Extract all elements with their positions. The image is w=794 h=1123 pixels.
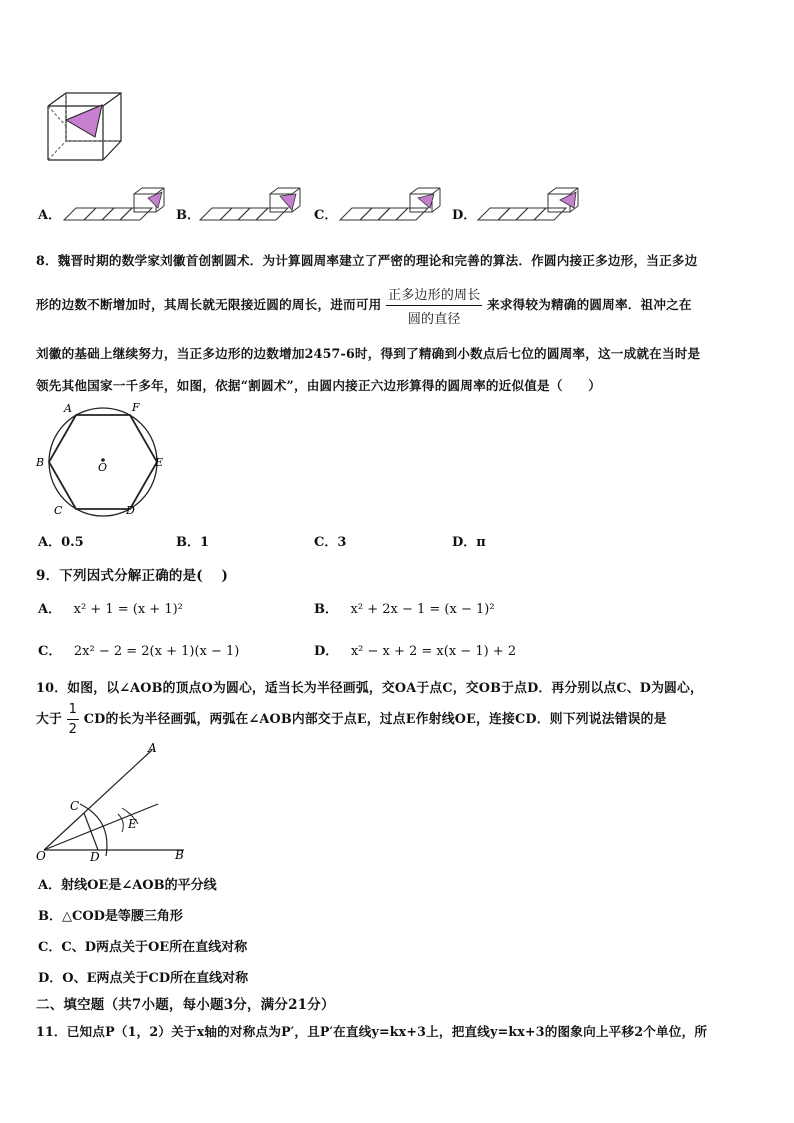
q7-option-d-net[interactable]: [476, 186, 586, 226]
q9-option-c-label: C．: [38, 644, 62, 659]
angle-label-c: C: [70, 799, 80, 813]
hex-label-d: D: [126, 504, 135, 517]
q7-option-b-label[interactable]: B．: [176, 208, 200, 223]
hex-label-a: A: [64, 402, 72, 415]
q9-option-d[interactable]: [314, 640, 516, 659]
q9-option-c[interactable]: [38, 640, 239, 659]
q9-option-b[interactable]: [314, 598, 495, 617]
angle-bisector-figure: [34, 740, 204, 865]
q7-option-a-net[interactable]: [62, 186, 172, 226]
angle-label-o: O: [36, 849, 46, 863]
hex-label-b: B: [36, 456, 45, 469]
q8-option-d[interactable]: D．π: [452, 535, 486, 550]
angle-label-b: B: [175, 848, 184, 862]
hexagon-in-circle-figure: [36, 398, 176, 518]
hex-label-e: E: [155, 456, 164, 469]
q7-option-d-label[interactable]: D．: [452, 208, 477, 223]
q10-line-2: [36, 702, 667, 737]
q8-fraction-denominator: 圆的直径: [407, 312, 461, 327]
q10-fraction: [67, 702, 79, 737]
q8-line-1: 8．魏晋时期的数学家刘徽首创割圆术．为计算圆周率建立了严密的理论和完善的算法．作圆内接正多边形，当正多边: [36, 253, 698, 268]
q11-line-1: 11．已知点P（1，2）关于x轴的对称点为P′，且P′在直线y=kx+3上，把直线y=kx+3的图象向上平移2个单位，所: [36, 1024, 708, 1039]
q8-line-4: 领先其他国家一千多年，如图，依据“割圆术”，由圆内接正六边形算得的圆周率的近似值是（ ）: [36, 378, 602, 393]
q8-option-b[interactable]: B．1: [176, 535, 210, 550]
q10-line-2-pre: 大于: [36, 712, 62, 727]
q8-option-c[interactable]: C．3: [314, 535, 347, 550]
q10-option-b[interactable]: B．△COD是等腰三角形: [38, 909, 183, 924]
q8-line-2-post: 来求得较为精确的圆周率．祖冲之在: [487, 297, 692, 312]
q7-option-b-net[interactable]: [198, 186, 308, 226]
q9-option-b-label: B．: [314, 602, 338, 617]
q9-option-a-label: A．: [38, 602, 62, 617]
cube-figure: [40, 88, 130, 168]
q10-line-1: 10．如图，以∠AOB的顶点O为圆心，适当长为半径画弧，交OA于点C，交OB于点D．再分别以点C、D为圆心，: [36, 681, 704, 696]
q9-option-a-expr: x² + 1 = (x + 1)²: [73, 602, 183, 617]
q8-fraction-numerator: 正多边形的周长: [386, 284, 482, 306]
q7-option-a-label[interactable]: A．: [38, 208, 62, 223]
q10-fraction-numerator: 1: [67, 702, 79, 720]
q8-line-2: [36, 284, 692, 327]
q9-option-b-expr: x² + 2x − 1 = (x − 1)²: [350, 602, 495, 617]
hex-label-o: O: [98, 461, 108, 474]
q7-option-c-label[interactable]: C．: [314, 208, 338, 223]
q8-line-2-pre: 形的边数不断增加时，其周长就无限接近圆的周长，进而可用: [36, 297, 382, 312]
q10-option-a[interactable]: A．射线OE是∠AOB的平分线: [38, 878, 217, 893]
q9-option-a[interactable]: [38, 598, 183, 617]
hex-label-f: F: [132, 401, 140, 414]
q10-option-c[interactable]: C．C、D两点关于OE所在直线对称: [38, 940, 248, 955]
q8-fraction: [386, 284, 482, 327]
q10-fraction-denominator: 2: [68, 722, 78, 737]
q9-option-d-expr: x² − x + 2 = x(x − 1) + 2: [350, 644, 517, 659]
hex-label-c: C: [54, 504, 63, 517]
section-2-heading: 二、填空题（共7小题，每小题3分，满分21分）: [36, 997, 335, 1013]
q8-line-3: 刘徽的基础上继续努力，当正多边形的边数增加2457-6时，得到了精确到小数点后七位的圆周率，这一成就在当时是: [36, 346, 701, 361]
q10-line-2-post: CD的长为半径画弧，两弧在∠AOB内部交于点E，过点E作射线OE，连接CD．则下列说法错误的是: [83, 712, 667, 727]
angle-label-a: A: [148, 741, 157, 755]
q7-option-c-net[interactable]: [338, 186, 448, 226]
q9-option-d-label: D．: [314, 644, 339, 659]
q9-stem: 9．下列因式分解正确的是( ): [36, 568, 229, 584]
q8-option-a[interactable]: A．0.5: [38, 535, 84, 550]
angle-label-d: D: [90, 850, 100, 864]
q10-option-d[interactable]: D．O、E两点关于CD所在直线对称: [38, 971, 249, 986]
angle-label-e: E: [128, 817, 137, 831]
q9-option-c-expr: 2x² − 2 = 2(x + 1)(x − 1): [73, 644, 240, 659]
